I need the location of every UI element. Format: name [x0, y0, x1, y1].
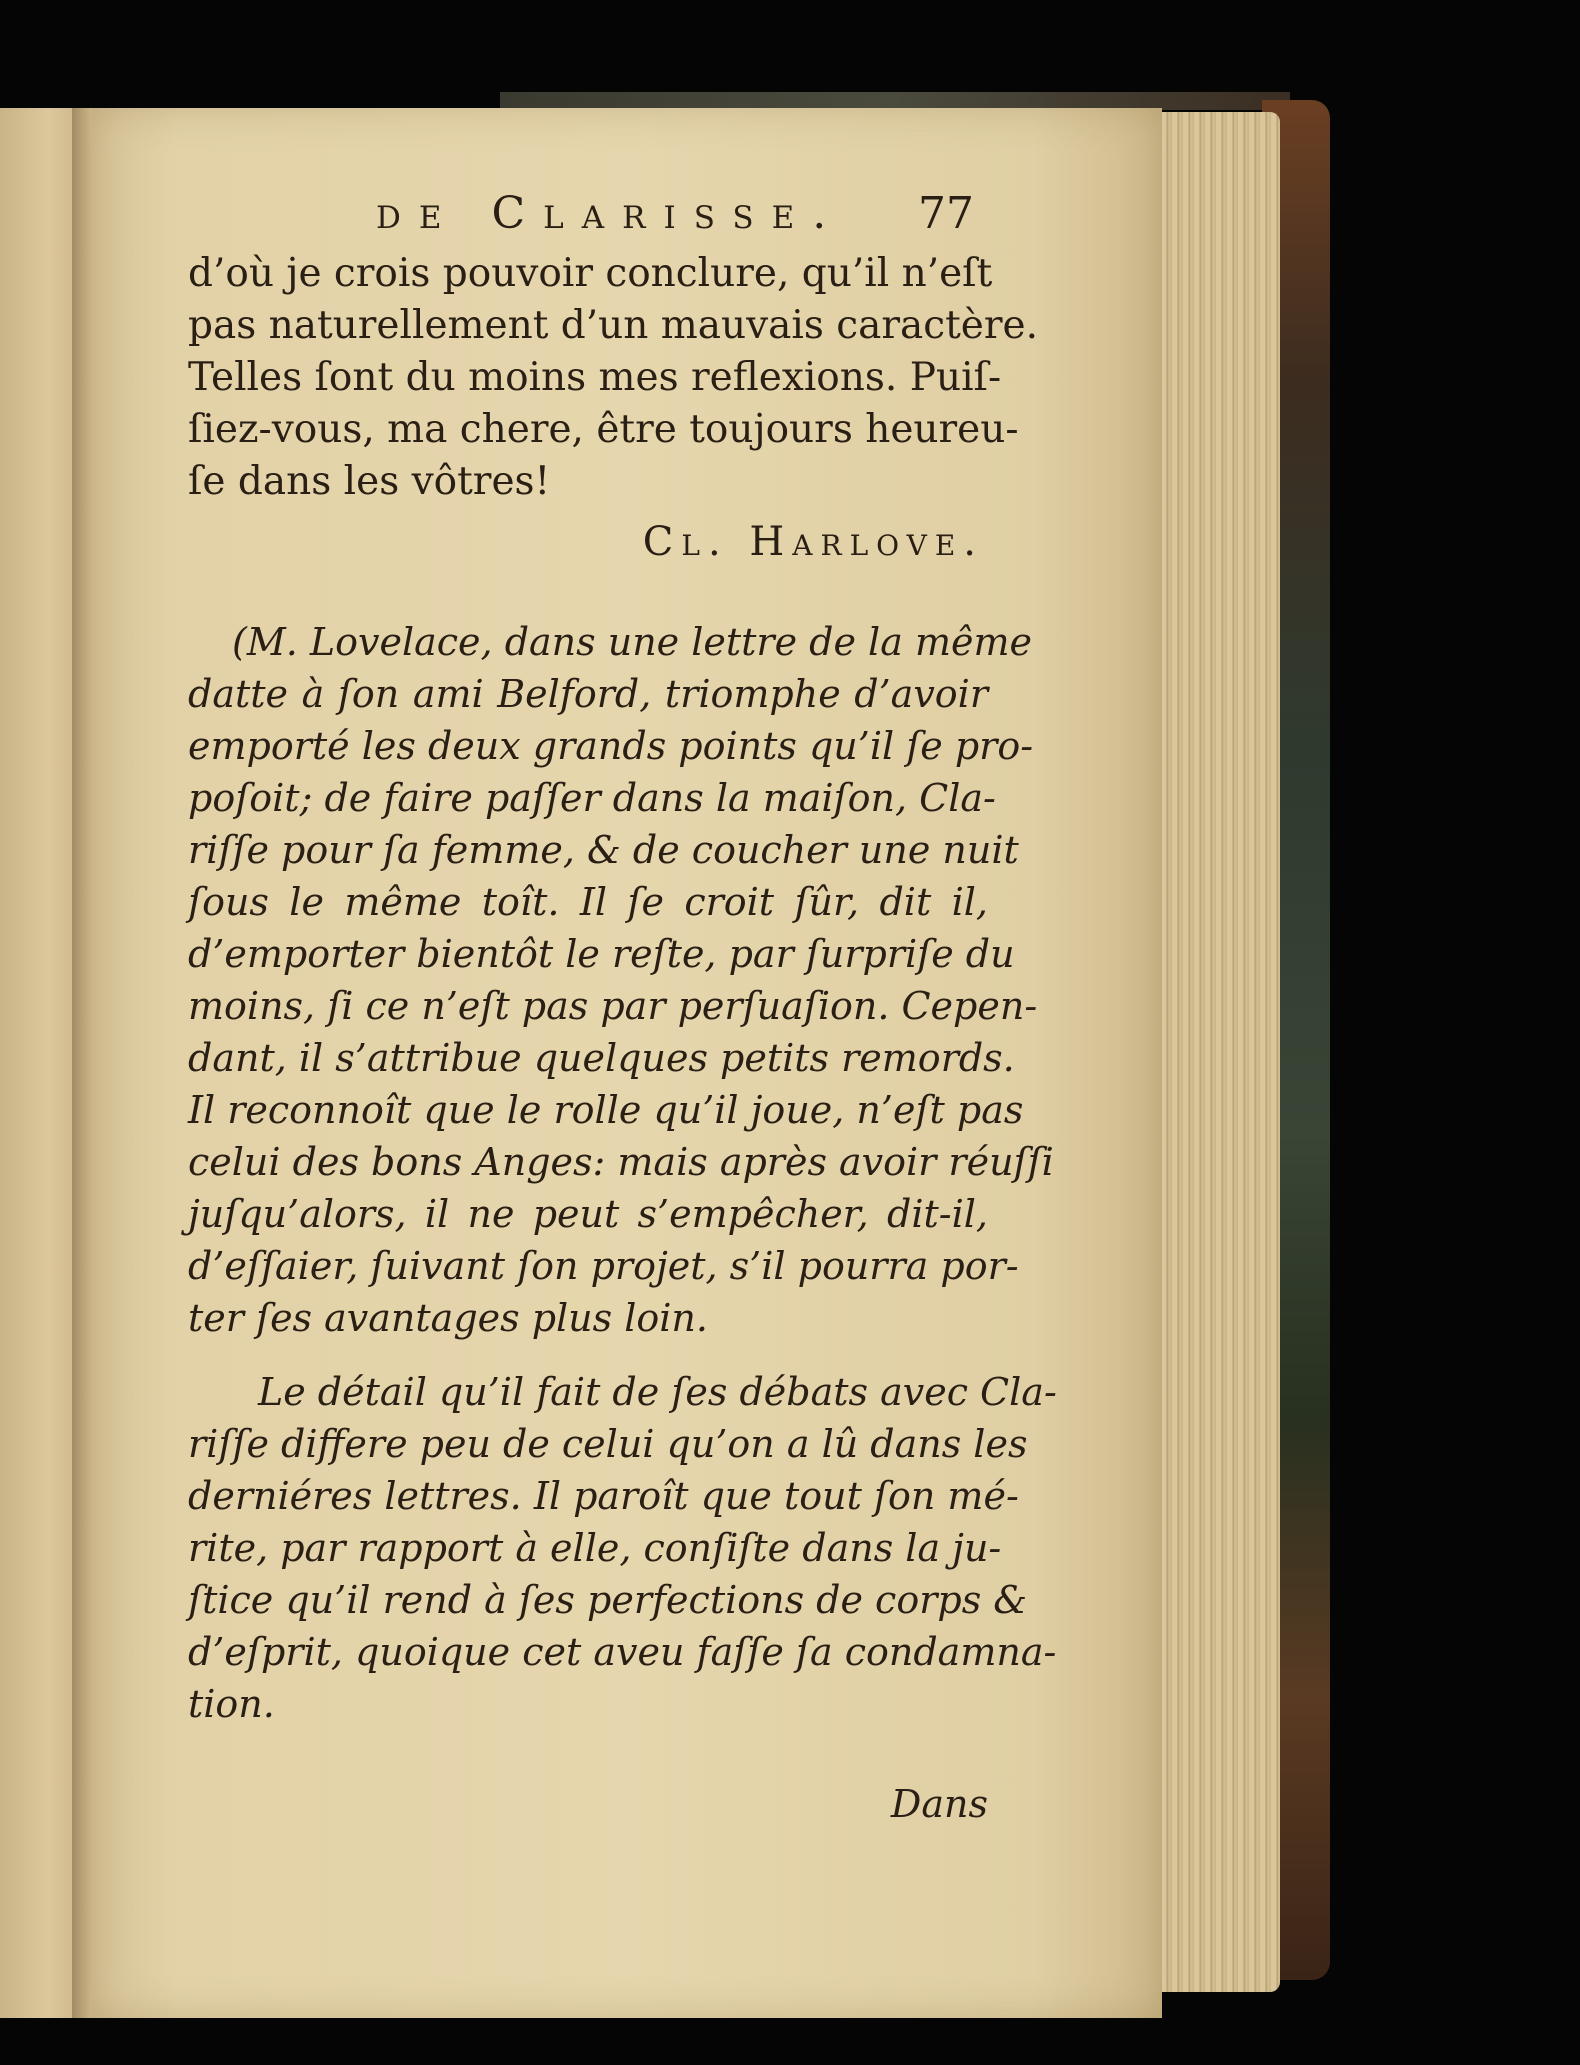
- text-line: ſtice qu’il rend à ſes perfections de corps &: [188, 1578, 1028, 1622]
- text-line: celui des bons Anges: mais après avoir réuſſi: [188, 1140, 1054, 1184]
- running-title: de Clarisse.: [376, 188, 845, 239]
- text-line: (M. Lovelace, dans une lettre de la même: [232, 620, 1032, 664]
- letter-ending: [188, 248, 1039, 572]
- text-line: Le détail qu’il fait de ſes débats avec Cla-: [258, 1370, 1057, 1414]
- text-line: riſſe differe peu de celui qu’on a lû dans les: [188, 1422, 1028, 1466]
- text-line: ter ſes avantages plus loin.: [188, 1296, 708, 1340]
- text-line: riſſe pour ſa femme, & de coucher une nuit: [188, 828, 1019, 872]
- text-line: d’où je crois pouvoir conclure, qu’il n’eſt: [188, 251, 993, 296]
- editorial-note: [188, 616, 1054, 1344]
- text-line: poſoit; de faire paſſer dans la maiſon, Cla-: [188, 776, 996, 820]
- text-line: d’emporter bientôt le reſte, par ſurpriſe du: [188, 932, 1015, 976]
- text-line: ſiez-vous, ma chere, être toujours heureu-: [188, 407, 1019, 452]
- text-line: d’eſprit, quoique cet aveu faſſe ſa condamna-: [188, 1630, 1057, 1674]
- signature: Cl. Harlove.: [642, 519, 984, 565]
- text-line: tion.: [188, 1682, 275, 1726]
- text-line: pas naturellement d’un mauvais caractère.: [188, 303, 1039, 348]
- text-line: derniéres lettres. Il paroît que tout ſon mé-: [188, 1474, 1019, 1518]
- editorial-note: [188, 1366, 1057, 1730]
- page-number: 77: [918, 188, 974, 239]
- text-line: rite, par rapport à elle, conſiſte dans la ju-: [188, 1526, 1002, 1570]
- text-line: emporté les deux grands points qu’il ſe pro-: [188, 724, 1034, 768]
- text-line: dant, il s’attribue quelques petits remords.: [188, 1036, 1015, 1080]
- page-edges: [1150, 112, 1280, 1992]
- page-text: [188, 188, 1057, 1830]
- text-line: ſous le même toît. Il ſe croit ſûr, dit il,: [188, 880, 988, 924]
- text-line: datte à ſon ami Belford, triomphe d’avoir: [188, 672, 988, 716]
- text-line: juſqu’alors, il ne peut s’empêcher, dit-il,: [188, 1192, 988, 1236]
- text-line: moins, ſi ce n’eſt pas par perſuaſion. Cepen-: [188, 984, 1038, 1028]
- text-line: d’eſſaier, ſuivant ſon projet, s’il pourra por-: [188, 1244, 1019, 1288]
- facing-page: [0, 108, 80, 2018]
- text-line: Il reconnoît que le rolle qu’il joue, n’eſt pas: [188, 1088, 1024, 1132]
- running-head: [188, 188, 988, 248]
- catchword: Dans: [890, 1782, 988, 1826]
- text-line: ſe dans les vôtres!: [188, 459, 551, 504]
- text-line: Telles ſont du moins mes reflexions. Puiſ-: [188, 355, 1002, 400]
